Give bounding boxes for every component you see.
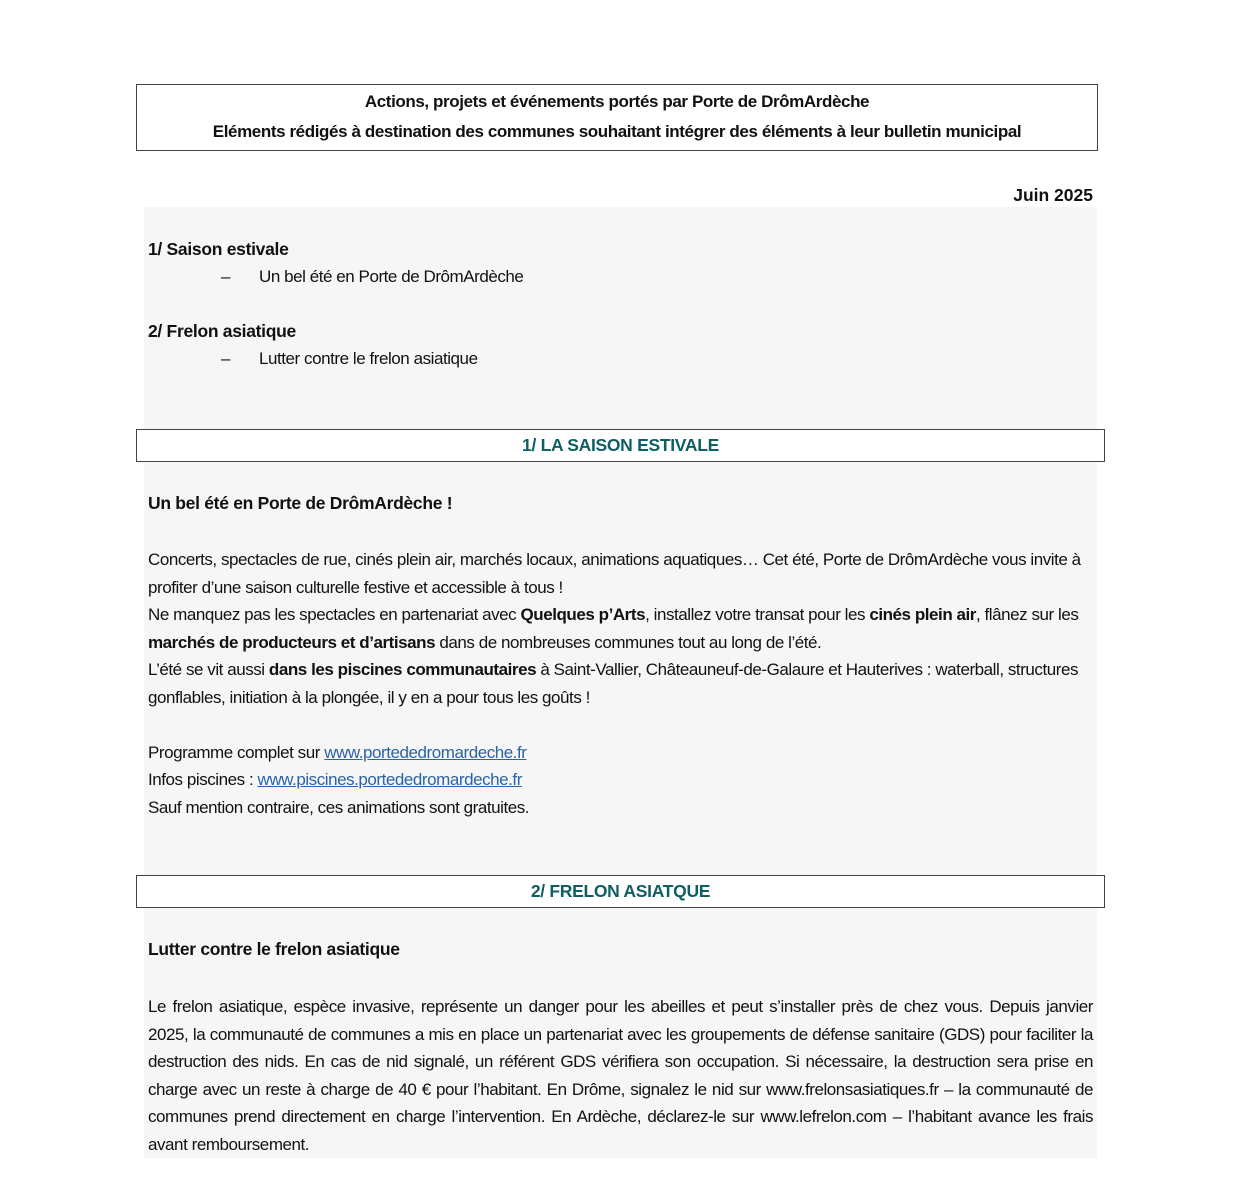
free-note: Sauf mention contraire, ces animations sont gratuites. — [148, 797, 530, 817]
header-subtitle: Eléments rédigés à destination des communes souhaitant intégrer des éléments à leur bulletin municipal — [212, 122, 1022, 141]
pools-link[interactable]: www.piscines.portededromardeche.fr — [257, 770, 522, 789]
section2-title-box — [136, 875, 1105, 908]
toc-item-1: Un bel été en Porte de DrômArdèche — [259, 267, 524, 286]
document-date: Juin 2025 — [1013, 185, 1093, 205]
section2-body: Le frelon asiatique, espèce invasive, représente un danger pour les abeilles et peut s’installer près de chez vous. Depuis janvier 2025, la communauté de communes a mis en place un partenariat avec les groupements de défense sanitaire (GDS) pour faciliter la destruction des nids. En cas de nid signalé, un référent GDS vérifiera son occupation. Si nécessaire, la destruction sera prise en charge avec un reste à charge de 40 € pour l’habitant. En Drôme, signalez le nid sur www.frelonsasiatiques.fr – la communauté de communes prend directement en charge l’intervention. En Ardèche, déclarez-le sur www.lefrelon.com – l’habitant avance les frais avant remboursement. — [148, 997, 1093, 1154]
toc-item-2: Lutter contre le frelon asiatique — [259, 349, 478, 368]
section1-paragraph-3: L’été se vit aussi dans les piscines communautaires à Saint-Vallier, Châteauneuf-de-Galaure et Hauterives : waterball, structures gonflables, initiation à la plongée, il y en a pour tous les goûts ! — [148, 660, 1079, 707]
section1-body — [148, 546, 1093, 821]
toc-dash-2: – — [221, 349, 231, 368]
toc-heading-1: 1/ Saison estivale — [148, 239, 289, 259]
toc-heading-2: 2/ Frelon asiatique — [148, 321, 296, 341]
section2-title: 2/ FRELON ASIATQUE — [530, 881, 711, 901]
program-line: Programme complet sur www.portededromardeche.fr — [148, 742, 527, 762]
section1-paragraph-1: Concerts, spectacles de rue, cinés plein air, marchés locaux, animations aquatiques… Cet été, Porte de DrômArdèche vous invite à profiter d’une saison culturelle festive et accessible à tous ! — [148, 550, 1081, 597]
toc-dash-1: – — [221, 267, 231, 286]
section1-title: 1/ LA SAISON ESTIVALE — [522, 435, 719, 455]
section1-paragraph-2: Ne manquez pas les spectacles en partenariat avec Quelques p’Arts, installez votre transat pour les cinés plein air, flânez sur les marchés de producteurs et d’artisans dans de nombreuses communes tout au long de l’été. — [148, 605, 1079, 652]
section2-subtitle: Lutter contre le frelon asiatique — [148, 939, 400, 959]
document-header-box — [136, 84, 1098, 151]
program-link[interactable]: www.portededromardeche.fr — [324, 742, 527, 762]
section1-title-box — [136, 429, 1105, 462]
section1-subtitle: Un bel été en Porte de DrômArdèche ! — [148, 493, 453, 513]
header-title: Actions, projets et événements portés par Porte de DrômArdèche — [364, 92, 870, 111]
pools-line: Infos piscines : www.piscines.portededromardeche.fr — [148, 770, 522, 789]
